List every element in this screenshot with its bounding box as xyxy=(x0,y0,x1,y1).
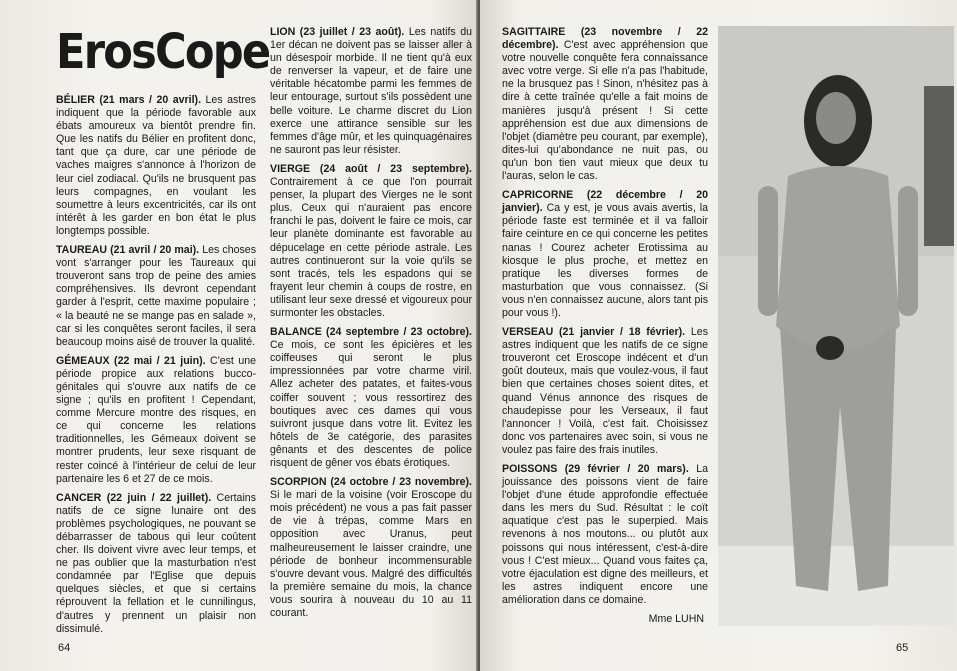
entry-heading: SCORPION (24 octobre / 23 novembre). xyxy=(270,476,472,489)
entry-heading: CANCER (22 juin / 22 juillet). xyxy=(56,491,212,504)
entry-heading: VIERGE (24 août / 23 septembre). xyxy=(270,162,472,175)
entry-heading: CAPRICORNE (22 décembre / 20 janvier). xyxy=(502,189,708,215)
entry-text: Ca y est, je vous avais avertis, la période faste est terminée et il va falloir faire ceinture en ce qui concerne les petites nanas ! Courez acheter Erotissima au kiosque le plus proche, et mettez en pratique les diverses formes de masturbation que vous connaissez. (Si vous n'en connaissez aucune, alors tant pis pour vous !). xyxy=(502,202,708,319)
entry-heading: TAUREAU (21 avril / 20 mai). xyxy=(56,244,200,257)
horoscope-entry-belier xyxy=(56,94,256,238)
horoscope-entry-gemeaux xyxy=(56,355,256,486)
entry-heading: SAGITTAIRE (23 novembre / 22 décembre). xyxy=(502,26,708,52)
photo xyxy=(718,26,954,626)
middle-column xyxy=(270,26,472,626)
entry-text: C'est une période propice aux relations bucco-génitales qui s'ouvre aux natifs de ce signe ; qu'ils en profitent ! Cependant, comme Mercure montre des risques, en ce qui concerne les relations traditionnelles, les Gémeaux doivent se montrer prudents, leur sexe risquant de rester coincé à l'intérieur de celui de leur partenaire les 6 et 27 de ce mois. xyxy=(56,354,257,485)
entry-heading: VERSEAU (21 janvier / 18 février). xyxy=(502,326,686,339)
entry-text: Les astres indiquent que la période favorable aux ébats amoureux va bientôt prendre fin. Que les natifs du Bélier en profitent donc, tant que ça dure, car une période de vaches maigres s'annonce à l'horizon de leur ciel zodiacal. Qu'ils ne brusquent pas leurs compagnes, en voulant les soumettre à leurs excentricités, car ils ont intérêt à les garder en bon état le plus longtemps possible. xyxy=(56,94,256,237)
entry-heading: POISSONS (29 février / 20 mars). xyxy=(502,463,689,475)
page-title: ErosCope xyxy=(56,24,270,80)
photo-illustration xyxy=(718,26,954,626)
entry-heading: BÉLIER (21 mars / 20 avril). xyxy=(56,94,202,106)
horoscope-entry-poissons xyxy=(502,463,708,607)
horoscope-entry-verseau xyxy=(502,326,708,457)
entry-text: C'est avec appréhension que votre nouvelle conquête fera connaissance avec votre verge. Si elle n'a pas l'habitude, ne la brusquez pas ! Sinon, n'hésitez pas à dire à cette traînée qu'elle a fait moins de manières jusqu'à présent ! Si cette appréhension est due aux dimensions de l'objet (diamètre peu courant, par exemple), dites-lui qu'abondance ne nuit pas, ou qu'un bon tien vaut mieux que deux tu l'auras, selon le cas. xyxy=(502,39,708,183)
entry-text: Contrairement à ce que l'on pourrait penser, la plupart des Vierges ne le sont plus. Ceux qui n'auraient pas encore franchi le pas, doivent le faire ce mois, car leur planète dominante est favorable au dépucelage en cette période astrale. Les autres continueront sur la voie qu'ils se sont tracés, tels les espadons qui se frayent leur chemin à coups de rostre, en utilisant leur sexe dressé et vigoureux pour surmonter les obstacles. xyxy=(270,176,472,319)
horoscope-entry-capricorne xyxy=(502,189,708,320)
page-number-left: 64 xyxy=(58,642,71,654)
horoscope-entry-taureau xyxy=(56,244,256,349)
horoscope-entry-cancer xyxy=(56,492,256,636)
horoscope-entry-vierge xyxy=(270,163,472,320)
author-signature: Mme LUHN xyxy=(648,613,704,626)
entry-heading: GÉMEAUX (22 mai / 21 juin). xyxy=(56,354,206,367)
entry-text: Certains natifs de ce signe lunaire ont des problèmes psychologiques, ne pouvant se débarrasser de tabous qui leur coûtent cher. Ils doivent vivre avec leur temps, et ne pas oublier que la masturbation n'est condamnée par l'Eglise que depuis quelques siècles, et que si certains réprouvent la fellation et le cunnilingus, d'autres y prennent un plaisir non dissimulé. xyxy=(56,491,256,635)
entry-text: Les natifs du 1er décan ne doivent pas se laisser aller à un désespoir morbide. Il ne tient qu'à eux de renverser la vapeur, et de faire une véritable hécatombe parmi les femmes de leur entourage, surtout s'ils possèdent une belle voiture. Le charme discret du Lion exerce une attirance sensible sur les femmes d'âge mûr, et les quinquagénaires ne sauront pas leur résister. xyxy=(270,26,473,156)
right-column xyxy=(502,26,708,626)
entry-text: Si le mari de la voisine (voir Eroscope du mois précédent) ne vous a pas fait passer de vie à trépas, comme Mars en opposition avec Uranus, peut malheureusement le laisser craindre, une période de bonheur incommensurable s'ouvre devant vous. Malgré des difficultés la première semaine du mois, la chance vous sourira à nouveau du 10 au 11 courant. xyxy=(270,489,472,620)
horoscope-entry-lion xyxy=(270,26,472,157)
left-column xyxy=(56,94,256,642)
horoscope-entry-sagittaire xyxy=(502,26,708,183)
entry-text: Les choses vont s'arranger pour les Taureaux qui trouveront sans trop de peine des amies compréhensives. Ils devront cependant garder à l'esprit, cette maxime populaire ; « la beauté ne se mange pas en salade », car si les conquêtes seront faciles, il sera beaucoup moins aisé de trouver la qualité. xyxy=(56,244,256,348)
horoscope-entry-scorpion xyxy=(270,476,472,620)
entry-text: La jouissance des poissons vient de faire l'objet d'une étude approfondie effectuée dans les mers du Sud. Résultat : le coït aquatique c'est pas le superpied. Mais revenons à nos moutons... ou plutôt aux poissons qui nous intéressent, c'est-à-dire vous ! C'est mieux... Quand vous faites ça, votre éjaculation est digne des meilleurs, et les astres indiquent encore une amélioration dans ce domaine. xyxy=(502,463,709,606)
entry-text: Les astres indiquent que les natifs de ce signe trouveront cet Eroscope indécent et d'un goût douteux, mais que voulez-vous, il faut bien que certaines choses soient dites, et quand Vénus annonce des risques de chaudepisse pour les Verseaux, il faut l'annoncer ! Voilà, c'est fait. Choisissez donc vos partenaires avec soin, si vous ne voulez pas faire des frais inutiles. xyxy=(502,326,708,456)
entry-text: Ce mois, ce sont les épicières et les coiffeuses qui seront le plus impressionnées par votre charme viril. Allez acheter des patates, et faites-vous coiffer souvent ; vous ressortirez des boutiques avec ces dames qui vous suivront jusque dans votre lit. Evitez les hôtels de 3e catégorie, des parasites gênants et des descentes de police risquent de gêner vos ébats érotiques. xyxy=(270,339,472,469)
page-number-right: 65 xyxy=(896,642,909,654)
horoscope-entry-balance xyxy=(270,326,472,470)
entry-heading: LION (23 juillet / 23 août). xyxy=(270,26,405,38)
entry-heading: BALANCE (24 septembre / 23 octobre). xyxy=(270,326,472,339)
left-page xyxy=(0,0,478,671)
